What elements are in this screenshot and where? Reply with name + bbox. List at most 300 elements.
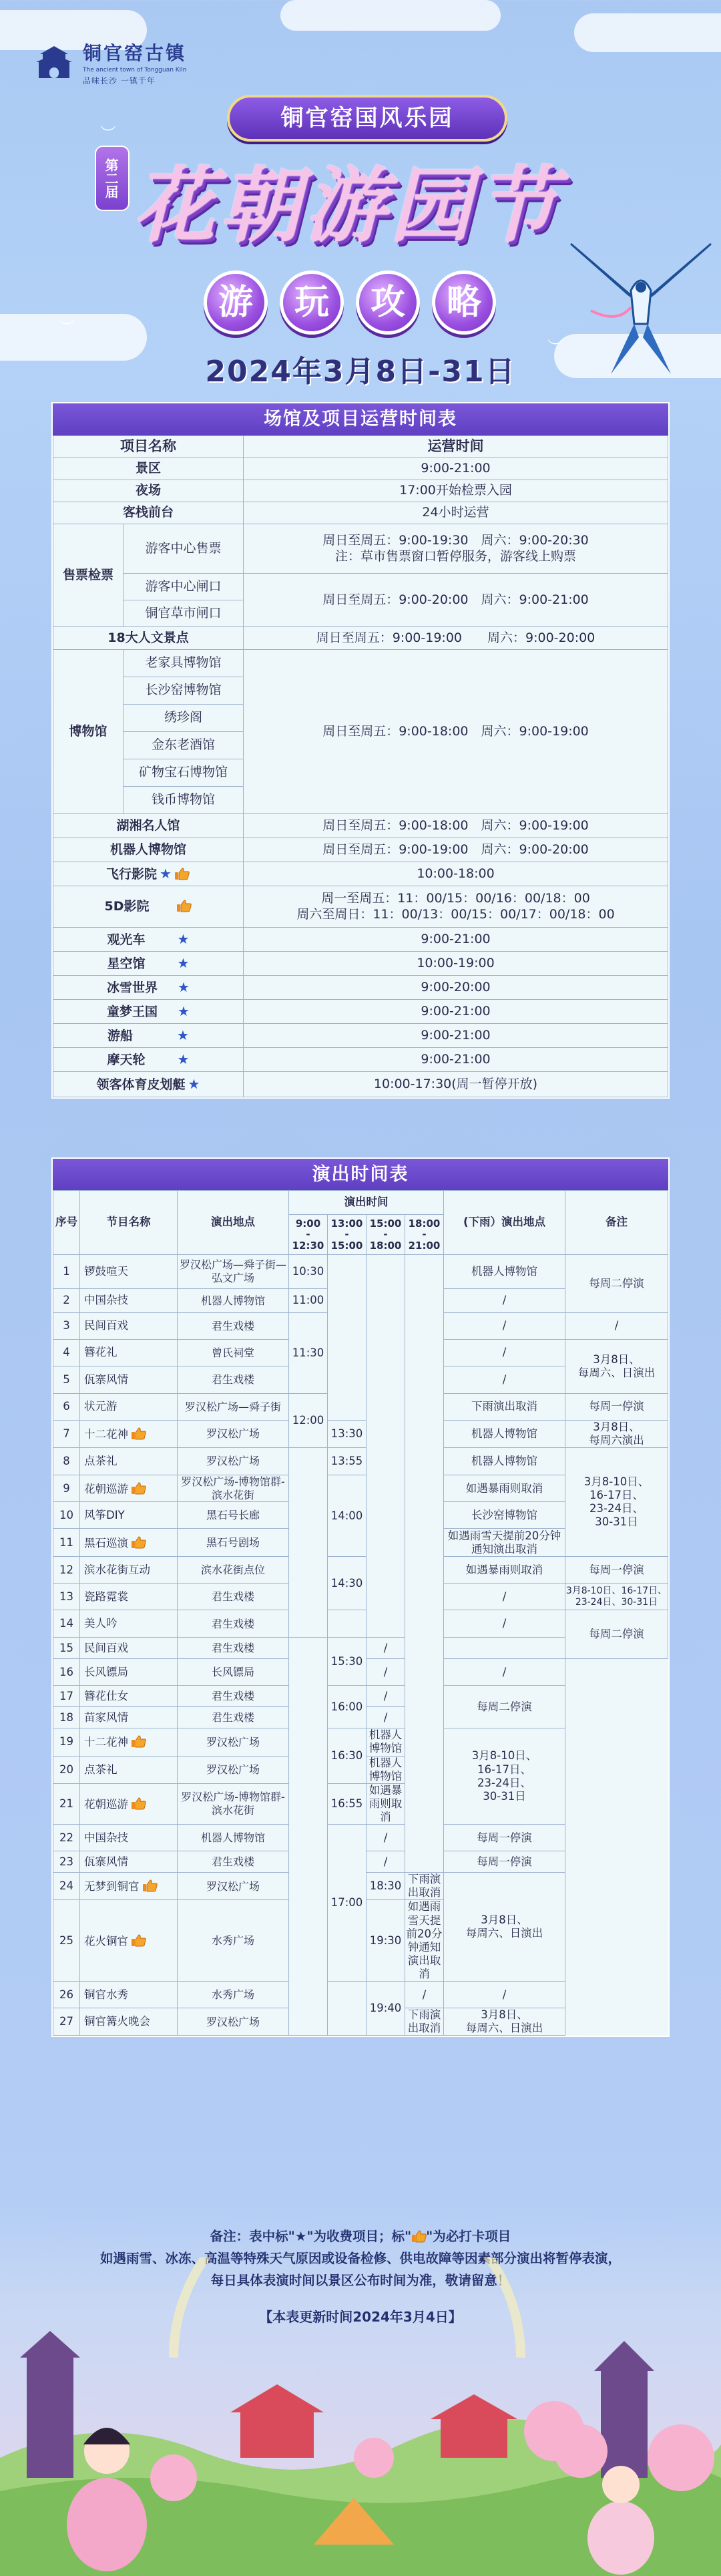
- show-rain-location: 如遇雨雪天提前20分钟通知演出取消: [444, 1529, 565, 1557]
- show-rain-location: /: [444, 1610, 565, 1638]
- hours-title: 场馆及项目运营时间表: [53, 403, 668, 435]
- show-name: [80, 1659, 178, 1686]
- show-time-slot: 14:30: [328, 1557, 367, 1610]
- show-location: 黑石号长廊: [178, 1502, 289, 1529]
- shows-panel: [51, 1157, 670, 2037]
- cell-name: [53, 928, 244, 952]
- cell-time: 周日至周五：9:00-20:00 周六：9:00-21:00: [244, 574, 668, 627]
- show-seq: 24: [53, 1873, 80, 1900]
- show-name: [80, 1584, 178, 1610]
- show-name-label: 民间百戏: [84, 1319, 128, 1332]
- table-row: [53, 1048, 668, 1072]
- park-banner: 铜官窑国风乐园: [227, 95, 507, 142]
- show-note: /: [444, 1982, 565, 2008]
- show-rain-location: 机器人博物馆: [444, 1448, 565, 1475]
- show-note: 每周二停演: [444, 1686, 565, 1728]
- show-time-slot: [289, 1638, 328, 2036]
- cloud: [574, 13, 721, 52]
- col-location-header: 演出地点: [178, 1191, 289, 1255]
- col-slot-2: 13:00 - 15:00: [328, 1215, 367, 1255]
- cell-group: 博物馆: [53, 650, 124, 814]
- item-label: 观光车: [107, 932, 146, 947]
- show-name-label: 苗家风情: [84, 1710, 128, 1724]
- logo-english: The ancient town of Tongguan Kiln: [83, 67, 187, 73]
- logo-name: 铜官窑古镇: [83, 42, 187, 64]
- time-line: 周一至周五：11：00/15：00/16：00/18：00: [321, 891, 590, 906]
- show-name-label: 点茶礼: [84, 1455, 117, 1468]
- show-location: 君生戏楼: [178, 1851, 289, 1873]
- show-location: 罗汉松广场: [178, 1756, 289, 1783]
- show-name-label: 花火铜官: [84, 1934, 128, 1948]
- cell-time: 周日至周五：9:00-19:00 周六：9:00-20:00: [244, 627, 668, 650]
- show-name-label: 簪花礼: [84, 1346, 117, 1359]
- table-row: [53, 1825, 668, 1851]
- star-icon: ★: [177, 1027, 189, 1043]
- thumbs-up-icon: [142, 1879, 158, 1892]
- cell-name: [53, 1000, 244, 1024]
- show-name: [80, 1851, 178, 1873]
- remark-text: 备注：表中标"★"为收费项目；标": [210, 2229, 412, 2244]
- table-row: [53, 1982, 668, 2008]
- star-icon: ★: [178, 1002, 190, 1019]
- show-seq: 5: [53, 1366, 80, 1394]
- show-rain-location: 如遇暴雨则取消: [444, 1475, 565, 1502]
- cell-time: 周日至周五：9:00-19:00 周六：9:00-20:00: [244, 838, 668, 862]
- show-time-slot: 11:30: [289, 1313, 328, 1394]
- table-row: [53, 1728, 668, 1756]
- bird-icon: ︶: [100, 124, 116, 143]
- show-location: 罗汉松广场-博物馆群-滨水花街: [178, 1475, 289, 1502]
- show-seq: 23: [53, 1851, 80, 1873]
- item-label: 摩天轮: [107, 1052, 146, 1067]
- hours-panel: [51, 402, 670, 1099]
- show-rain-location: 如遇暴雨则取消: [367, 1783, 405, 1824]
- show-seq: 6: [53, 1394, 80, 1421]
- show-name: [80, 1783, 178, 1824]
- show-name-label: 无梦到铜官: [84, 1880, 140, 1893]
- show-name-label: 风筝DIY: [84, 1508, 125, 1521]
- remark-text: "为必打卡项目: [426, 2229, 511, 2244]
- show-note: 3月8日、 每周六、日演出: [444, 2008, 565, 2036]
- table-row: [53, 814, 668, 838]
- show-rain-location: /: [405, 1982, 444, 2008]
- item-label: 游船: [107, 1028, 134, 1043]
- time-note: 注：草市售票窗口暂停服务，游客线上购票: [334, 548, 576, 564]
- thumbs-up-icon: [176, 899, 192, 912]
- show-name-label: 佤寨风情: [84, 1372, 128, 1386]
- cell-time: 周日至周五：9:00-18:00 周六：9:00-19:00: [244, 814, 668, 838]
- show-note: 每周二停演: [565, 1255, 668, 1313]
- show-rain-location: 机器人博物馆: [367, 1756, 405, 1783]
- item-label: 飞行影院: [106, 866, 158, 882]
- table-row: [53, 838, 668, 862]
- show-name: [80, 2008, 178, 2036]
- cell-time: 9:00-21:00: [244, 458, 668, 480]
- show-note: /: [444, 1659, 565, 1686]
- cell-time: 9:00-21:00: [244, 1048, 668, 1072]
- show-seq: 25: [53, 1900, 80, 1982]
- show-time-slot: 16:30: [328, 1728, 367, 1784]
- item-label: 领客体育皮划艇: [96, 1077, 186, 1092]
- show-name-label: 状元游: [84, 1400, 117, 1413]
- show-name-label: 民间百戏: [84, 1641, 128, 1654]
- show-name: [80, 1638, 178, 1659]
- cell-name: 老家具博物馆: [124, 650, 244, 677]
- cell-name: [53, 952, 244, 976]
- thumbs-up-icon: [411, 2227, 426, 2239]
- time-line: 周六至周日：11：00/13：00/15：00/17：00/18：00: [296, 906, 615, 922]
- show-name-label: 美人吟: [84, 1617, 117, 1630]
- show-note: 3月8日、 每周六演出: [565, 1421, 668, 1448]
- show-rain-location: /: [367, 1659, 405, 1686]
- show-location: 君生戏楼: [178, 1707, 289, 1728]
- cell-time: 周日至周五：9:00-18:00 周六：9:00-19:00: [244, 650, 668, 814]
- col-name-header: 节目名称: [80, 1191, 178, 1255]
- show-rain-location: 下雨演出取消: [405, 1873, 444, 1900]
- shows-title: 演出时间表: [53, 1159, 668, 1190]
- table-row: [53, 1783, 668, 1824]
- show-location: 君生戏楼: [178, 1313, 289, 1340]
- cell-name: [53, 1024, 244, 1048]
- show-time-slot: 17:00: [328, 1825, 367, 1982]
- cell-name: 绣珍阁: [124, 705, 244, 732]
- table-row: [53, 1557, 668, 1584]
- show-location: 水秀广场: [178, 1982, 289, 2008]
- show-time-slot: 14:00: [328, 1475, 367, 1557]
- show-time-slot: 18:30: [367, 1873, 405, 1900]
- cell-name: 长沙窑博物馆: [124, 677, 244, 705]
- table-row: [53, 1448, 668, 1475]
- show-rain-location: /: [367, 1825, 405, 1851]
- show-location: 滨水花街点位: [178, 1557, 289, 1584]
- show-name-label: 锣鼓喧天: [84, 1264, 128, 1278]
- star-icon: ★: [177, 1051, 190, 1067]
- table-row: [53, 1072, 668, 1097]
- show-location: 君生戏楼: [178, 1686, 289, 1707]
- show-time-slot: [405, 1255, 444, 1873]
- cloud: [280, 0, 501, 31]
- show-name-label: 黑石巡演: [84, 1536, 128, 1549]
- show-rain-location: 下雨演出取消: [405, 2008, 444, 2036]
- show-note: 每周一停演: [565, 1394, 668, 1421]
- show-name: [80, 1255, 178, 1289]
- cell-time: 10:00-18:00: [244, 862, 668, 886]
- remark-line: 每日具体表演时间以景区公布时间为准，敬请留意！: [210, 2273, 511, 2288]
- cell-name: 钱币博物馆: [124, 787, 244, 814]
- show-time-slot: 19:30: [367, 1900, 405, 1982]
- col-seq-header: 序号: [53, 1191, 80, 1255]
- show-name: [80, 1313, 178, 1340]
- thumbs-up-icon: [131, 1481, 147, 1495]
- show-seq: 13: [53, 1584, 80, 1610]
- show-seq: 19: [53, 1728, 80, 1756]
- cell-name: 18大人文景点: [53, 627, 244, 650]
- show-name-label: 花朝巡游: [84, 1797, 128, 1811]
- table-row: [53, 862, 668, 886]
- show-name: [80, 1707, 178, 1728]
- table-row: [53, 1000, 668, 1024]
- show-location: 长风镖局: [178, 1659, 289, 1686]
- show-note: /: [565, 1313, 668, 1340]
- cell-name: 景区: [53, 458, 244, 480]
- event-dates: 2024年3月8日-31日: [205, 355, 516, 389]
- cell-name: 湖湘名人馆: [53, 814, 244, 838]
- cell-name: [53, 1048, 244, 1072]
- table-row: [53, 574, 668, 600]
- thumbs-up-icon: [174, 867, 190, 880]
- cell-group: 售票检票: [53, 524, 124, 627]
- show-location: 罗汉松广场: [178, 1448, 289, 1475]
- show-note: 3月8日、 每周六、日演出: [565, 1340, 668, 1394]
- show-time-slot: [328, 1610, 367, 1638]
- show-location: 罗汉松广场: [178, 2008, 289, 2036]
- edition-badge: 第二届: [95, 146, 130, 211]
- show-seq: 17: [53, 1686, 80, 1707]
- show-rain-location: 如遇雨雪天提前20分钟通知演出取消: [406, 1900, 443, 1981]
- star-icon: ★: [160, 865, 172, 882]
- show-seq: 12: [53, 1557, 80, 1584]
- show-time-slot: 16:55: [328, 1783, 367, 1824]
- table-row: [53, 458, 668, 480]
- show-seq: 9: [53, 1475, 80, 1502]
- col-name-header: 项目名称: [53, 436, 244, 458]
- star-icon: ★: [188, 1075, 200, 1092]
- show-rain-location: 长沙窑博物馆: [444, 1502, 565, 1529]
- guide-char: 攻: [356, 270, 420, 335]
- show-location: 罗汉松广场: [178, 1873, 289, 1900]
- star-icon: ★: [177, 954, 190, 971]
- show-name-label: 花朝巡游: [84, 1482, 128, 1495]
- gate-tower-icon: [35, 43, 73, 82]
- remark-line: [0, 2225, 721, 2247]
- guide-char: 略: [432, 270, 496, 335]
- shows-body: [53, 1255, 668, 2036]
- show-location: 黑石号剧场: [178, 1529, 289, 1557]
- show-location: 君生戏楼: [178, 1638, 289, 1659]
- show-name-label: 中国杂技: [84, 1294, 128, 1307]
- show-time-slot: 13:55: [328, 1448, 367, 1475]
- show-name: [80, 1394, 178, 1421]
- table-row: [53, 480, 668, 502]
- show-time-slot: [328, 1982, 367, 2036]
- table-header-row: [53, 436, 668, 458]
- show-rain-location: /: [367, 1851, 405, 1873]
- show-name: [80, 1502, 178, 1529]
- show-note: 3月8-10日、 16-17日、 23-24日、 30-31日: [565, 1448, 668, 1557]
- table-row: [53, 502, 668, 524]
- show-rain-location: /: [444, 1289, 565, 1313]
- table-row: [53, 1686, 668, 1707]
- show-note: 每周一停演: [444, 1851, 565, 1873]
- show-seq: 26: [53, 1982, 80, 2008]
- show-time-slot: 13:30: [328, 1421, 367, 1448]
- show-seq: 8: [53, 1448, 80, 1475]
- thumbs-up-icon: [131, 1535, 147, 1549]
- show-seq: 22: [53, 1825, 80, 1851]
- col-time-header: 演出时间: [289, 1191, 444, 1215]
- show-rain-location: /: [444, 1313, 565, 1340]
- show-name: [80, 1529, 178, 1557]
- logo-slogan: 品味长沙 一镇千年: [83, 76, 156, 85]
- show-seq: 2: [53, 1289, 80, 1313]
- show-time-slot: 10:30: [289, 1255, 328, 1289]
- col-time-header: 运营时间: [244, 436, 668, 458]
- bird-icon: ︶: [59, 318, 75, 337]
- item-label: 童梦王国: [107, 1004, 158, 1019]
- table-header-row: [53, 1191, 668, 1215]
- cell-time: 9:00-20:00: [244, 976, 668, 1000]
- show-location: 罗汉松广场: [178, 1421, 289, 1448]
- show-name: [80, 1873, 178, 1900]
- table-row: [53, 1421, 668, 1448]
- show-name-label: 中国杂技: [84, 1831, 128, 1844]
- show-seq: 1: [53, 1255, 80, 1289]
- show-rain-location: 如遇暴雨则取消: [444, 1557, 565, 1584]
- show-note: 3月8-10日、16-17日、23-24日、30-31日: [565, 1584, 668, 1610]
- hours-table: [53, 435, 668, 1097]
- show-name-label: 簪花仕女: [84, 1689, 128, 1702]
- show-seq: 20: [53, 1756, 80, 1783]
- show-location: 机器人博物馆: [178, 1289, 289, 1313]
- show-seq: 11: [53, 1529, 80, 1557]
- show-name: [80, 1610, 178, 1638]
- show-time-slot: [367, 1255, 405, 1638]
- col-slot-1: 9:00 - 12:30: [289, 1215, 328, 1255]
- show-seq: 18: [53, 1707, 80, 1728]
- cell-name: [53, 1072, 244, 1097]
- show-seq: 21: [53, 1783, 80, 1824]
- show-name-label: 铜官水秀: [84, 1988, 128, 2001]
- cell-name: 机器人博物馆: [53, 838, 244, 862]
- show-name-label: 滨水花街互动: [84, 1563, 150, 1576]
- thumbs-up-icon: [131, 1734, 147, 1748]
- show-rain-location: /: [367, 1686, 405, 1707]
- show-location: 君生戏楼: [178, 1584, 289, 1610]
- show-name-label: 瓷路霓裳: [84, 1590, 128, 1603]
- thumbs-up-icon: [131, 1427, 147, 1440]
- cell-time: 10:00-19:00: [244, 952, 668, 976]
- table-row: [53, 650, 668, 677]
- cell-name: [53, 886, 244, 928]
- table-row: [53, 952, 668, 976]
- table-row: [53, 976, 668, 1000]
- show-name: [80, 1366, 178, 1394]
- show-rain-location: /: [444, 1340, 565, 1366]
- show-name-label: 十二花神: [84, 1428, 128, 1441]
- show-time-slot: 19:40: [367, 1982, 405, 2036]
- col-slot-3: 15:00 - 18:00: [367, 1215, 405, 1255]
- show-time-slot: 11:00: [289, 1289, 328, 1313]
- show-rain-location: /: [367, 1638, 405, 1659]
- event-title: 花朝游园节: [134, 157, 561, 253]
- show-name-label: 铜官篝火晚会: [84, 2015, 150, 2028]
- show-seq: 7: [53, 1421, 80, 1448]
- cell-time: 9:00-21:00: [244, 928, 668, 952]
- show-seq: 16: [53, 1659, 80, 1686]
- col-rain-header: (下雨）演出地点: [444, 1191, 565, 1255]
- show-seq: 14: [53, 1610, 80, 1638]
- table-row: [53, 1024, 668, 1048]
- cell-name: 游客中心闸口: [124, 574, 244, 600]
- remark-line: 如遇雨雪、冰冻、高温等特殊天气原因或设备检修、供电故障等因素部分演出将暂停表演，: [99, 2251, 621, 2266]
- table-row: [53, 1610, 668, 1638]
- cell-time: 10:00-17:30(周一暂停开放): [244, 1072, 668, 1097]
- festival-illustration: [0, 2257, 721, 2576]
- cell-time: 9:00-21:00: [244, 1000, 668, 1024]
- thumbs-up-icon: [131, 1797, 147, 1810]
- show-name: [80, 1421, 178, 1448]
- show-seq: 15: [53, 1638, 80, 1659]
- show-name: [80, 1900, 178, 1982]
- table-row: [53, 1255, 668, 1289]
- show-rain-location: 机器人博物馆: [444, 1255, 565, 1289]
- cell-time: 24小时运营: [244, 502, 668, 524]
- table-row: [53, 524, 668, 574]
- show-name: [80, 1728, 178, 1756]
- show-name: [80, 1982, 178, 2008]
- guide-char: 游: [204, 270, 268, 335]
- show-time-slot: 15:30: [328, 1638, 367, 1686]
- show-location: 君生戏楼: [178, 1610, 289, 1638]
- thumbs-up-icon: [131, 1934, 147, 1947]
- star-icon: ★: [178, 978, 190, 995]
- show-name: [80, 1448, 178, 1475]
- show-name-label: 长风镖局: [84, 1665, 128, 1678]
- show-time-slot: 12:00: [289, 1394, 328, 1448]
- cell-name: 铜官草市闸口: [124, 600, 244, 627]
- brand-logo: [35, 39, 186, 86]
- table-row: [53, 886, 668, 928]
- show-name-label: 十二花神: [84, 1736, 128, 1749]
- show-location: 罗汉松广场—舜子街: [178, 1394, 289, 1421]
- cell-name: [53, 976, 244, 1000]
- show-name: [80, 1557, 178, 1584]
- cell-time: 17:00开始检票入园: [244, 480, 668, 502]
- item-label: 星空馆: [107, 956, 146, 971]
- show-rain-location: /: [444, 1366, 565, 1394]
- bird-icon: ︶: [547, 338, 563, 357]
- update-date: 【本表更新时间2024年3月4日】: [259, 2309, 462, 2325]
- show-location: 曾氏祠堂: [178, 1340, 289, 1366]
- show-location: 罗汉松广场-博物馆群-滨水花街: [178, 1783, 289, 1824]
- show-time-slot: [328, 1255, 367, 1421]
- show-time-slot: 16:00: [328, 1686, 367, 1728]
- col-slot-4: 18:00 - 21:00: [405, 1215, 444, 1255]
- show-seq: 27: [53, 2008, 80, 2036]
- show-location: 机器人博物馆: [178, 1825, 289, 1851]
- star-icon: ★: [177, 930, 190, 947]
- show-location: 罗汉松广场: [178, 1728, 289, 1756]
- show-seq: 10: [53, 1502, 80, 1529]
- cell-time: [244, 524, 668, 574]
- show-rain-location: /: [444, 1584, 565, 1610]
- guide-char: 玩: [280, 270, 344, 335]
- cell-name: 矿物宝石博物馆: [124, 759, 244, 787]
- show-name: [80, 1756, 178, 1783]
- show-rain-location: 下雨演出取消: [444, 1394, 565, 1421]
- show-seq: 3: [53, 1313, 80, 1340]
- show-name: [80, 1289, 178, 1313]
- show-location: 罗汉松广场—舜子街—弘文广场: [178, 1255, 289, 1289]
- table-row: [53, 627, 668, 650]
- show-note: 每周二停演: [565, 1610, 668, 1659]
- show-name: [80, 1825, 178, 1851]
- item-label: 冰雪世界: [107, 980, 158, 995]
- show-rain-location: 机器人博物馆: [367, 1728, 405, 1756]
- guide-title: [204, 270, 496, 335]
- cell-name: 夜场: [53, 480, 244, 502]
- show-location: 君生戏楼: [178, 1366, 289, 1394]
